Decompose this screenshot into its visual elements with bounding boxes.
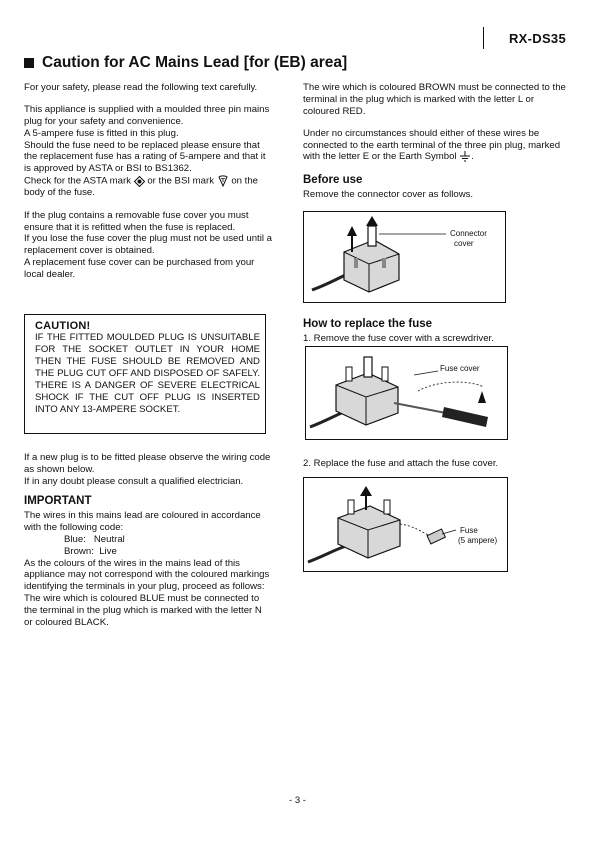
before-use-heading: Before use <box>303 173 363 186</box>
page-number: - 3 - <box>289 795 306 806</box>
step-2-section <box>303 458 571 470</box>
connector-label: Connector <box>450 229 487 238</box>
fuse-rating-label: (5 ampere) <box>458 536 498 545</box>
new-plug-text: If a new plug is to be fitted please observe the wiring code as shown below. <box>24 452 271 475</box>
paragraph-plug: This appliance is supplied with a moulded three pin mains plug for your safety and convenience. <box>24 104 270 128</box>
right-column-top <box>303 82 571 201</box>
important-intro: The wires in this mains lead are coloured in accordance with the following code: <box>24 510 261 534</box>
paragraph-replacement: A replacement fuse cover can be purchased from your local dealer. <box>24 256 255 280</box>
section-title <box>24 54 347 72</box>
paragraph-fuse: A 5-ampere fuse is fitted in this plug. <box>24 127 179 139</box>
model-number: RX-DS35 <box>508 31 566 46</box>
earth-text-body: Under no circumstances should either of these wires be connected to the earth terminal of the three pin plug, marked with the letter E or the Earth Symbol <box>303 127 561 163</box>
important-heading: IMPORTANT <box>24 495 92 508</box>
replace-heading: How to replace the fuse <box>303 318 433 330</box>
check-text-c: on the body of the fuse. <box>24 175 259 199</box>
blue-wire-text: The wire which is coloured BLUE must be connected to the terminal in the plug which is marked with the letter N or coloured BLACK. <box>24 592 262 628</box>
check-text-b: or the BSI mark <box>147 175 214 187</box>
caution-box <box>24 314 266 434</box>
caution-title: CAUTION! <box>35 320 91 332</box>
earth-symbol-icon <box>459 151 471 162</box>
paragraph-check-marks <box>24 175 272 199</box>
paragraph-replace: Should the fuse need to be replaced please ensure that the replacement fuse has a rating of 5-ampere and that it is approved by ASTA or BSI to BS1362. <box>24 139 266 175</box>
fuse-cover-figure <box>305 346 508 440</box>
title-bullet-icon <box>24 58 34 68</box>
screwdriver-illustration <box>306 347 507 439</box>
page-title: Caution for AC Mains Lead [for (EB) area] <box>42 54 348 71</box>
before-use-text: Remove the connector cover as follows. <box>303 188 474 200</box>
bsi-kitemark-icon <box>217 175 229 187</box>
replace-section <box>303 318 571 345</box>
fuse-cover-label: Fuse cover <box>440 364 480 373</box>
colours-text: As the colours of the wires in the mains lead of this appliance may not correspond with the coloured markings identifying the terminals in your plug, proceed as follows: <box>24 557 270 593</box>
code-brown: Brown: Live <box>64 545 117 557</box>
check-text-a: Check for the ASTA mark <box>24 175 131 187</box>
step-2-text: 2. Replace the fuse and attach the fuse cover. <box>303 458 499 469</box>
model-header <box>483 27 576 49</box>
fuse-replacement-illustration <box>304 478 507 571</box>
intro-text: For your safety, please read the following text carefully. <box>24 82 258 93</box>
fuse-label: Fuse <box>460 526 478 535</box>
plug-connector-illustration <box>304 212 505 302</box>
step-1-text: 1. Remove the fuse cover with a screwdriver. <box>303 333 494 344</box>
caution-body: IF THE FITTED MOULDED PLUG IS UNSUITABLE FOR THE SOCKET OUTLET IN YOUR HOME THEN THE FUSE SHOULD BE REMOVED AND THE PLUG CUT OFF AND DISPOSED OF SAFELY. THERE IS A DANGER OF SEVERE ELECTRICAL SHOCK IF THE CUT OFF PLUG IS INSERTED INTO ANY 13-AMPERE SOCKET. <box>35 332 260 415</box>
left-column-top <box>24 82 272 280</box>
connector-cover-figure <box>303 211 506 303</box>
electrician-text: If in any doubt please consult a qualified electrician. <box>24 475 244 487</box>
asta-mark-icon <box>134 176 145 187</box>
cover-label: cover <box>454 239 474 248</box>
brown-wire-text: The wire which is coloured BROWN must be connected to the terminal in the plug which is marked with the letter L or coloured RED. <box>303 82 566 117</box>
fuse-figure <box>303 477 508 572</box>
code-blue: Blue: Neutral <box>64 533 125 545</box>
paragraph-lost-cover: If you lose the fuse cover the plug must not be used until a replacement cover is obtained. <box>24 233 272 257</box>
left-column-bottom <box>24 452 272 628</box>
paragraph-fuse-cover: If the plug contains a removable fuse cover you must ensure that it is refitted when the fuse is replaced. <box>24 209 249 233</box>
earth-text: Under no circumstances should either of these wires be connected to the earth terminal of the three pin plug, marked with the letter E or the Earth Symbol . <box>303 127 561 163</box>
